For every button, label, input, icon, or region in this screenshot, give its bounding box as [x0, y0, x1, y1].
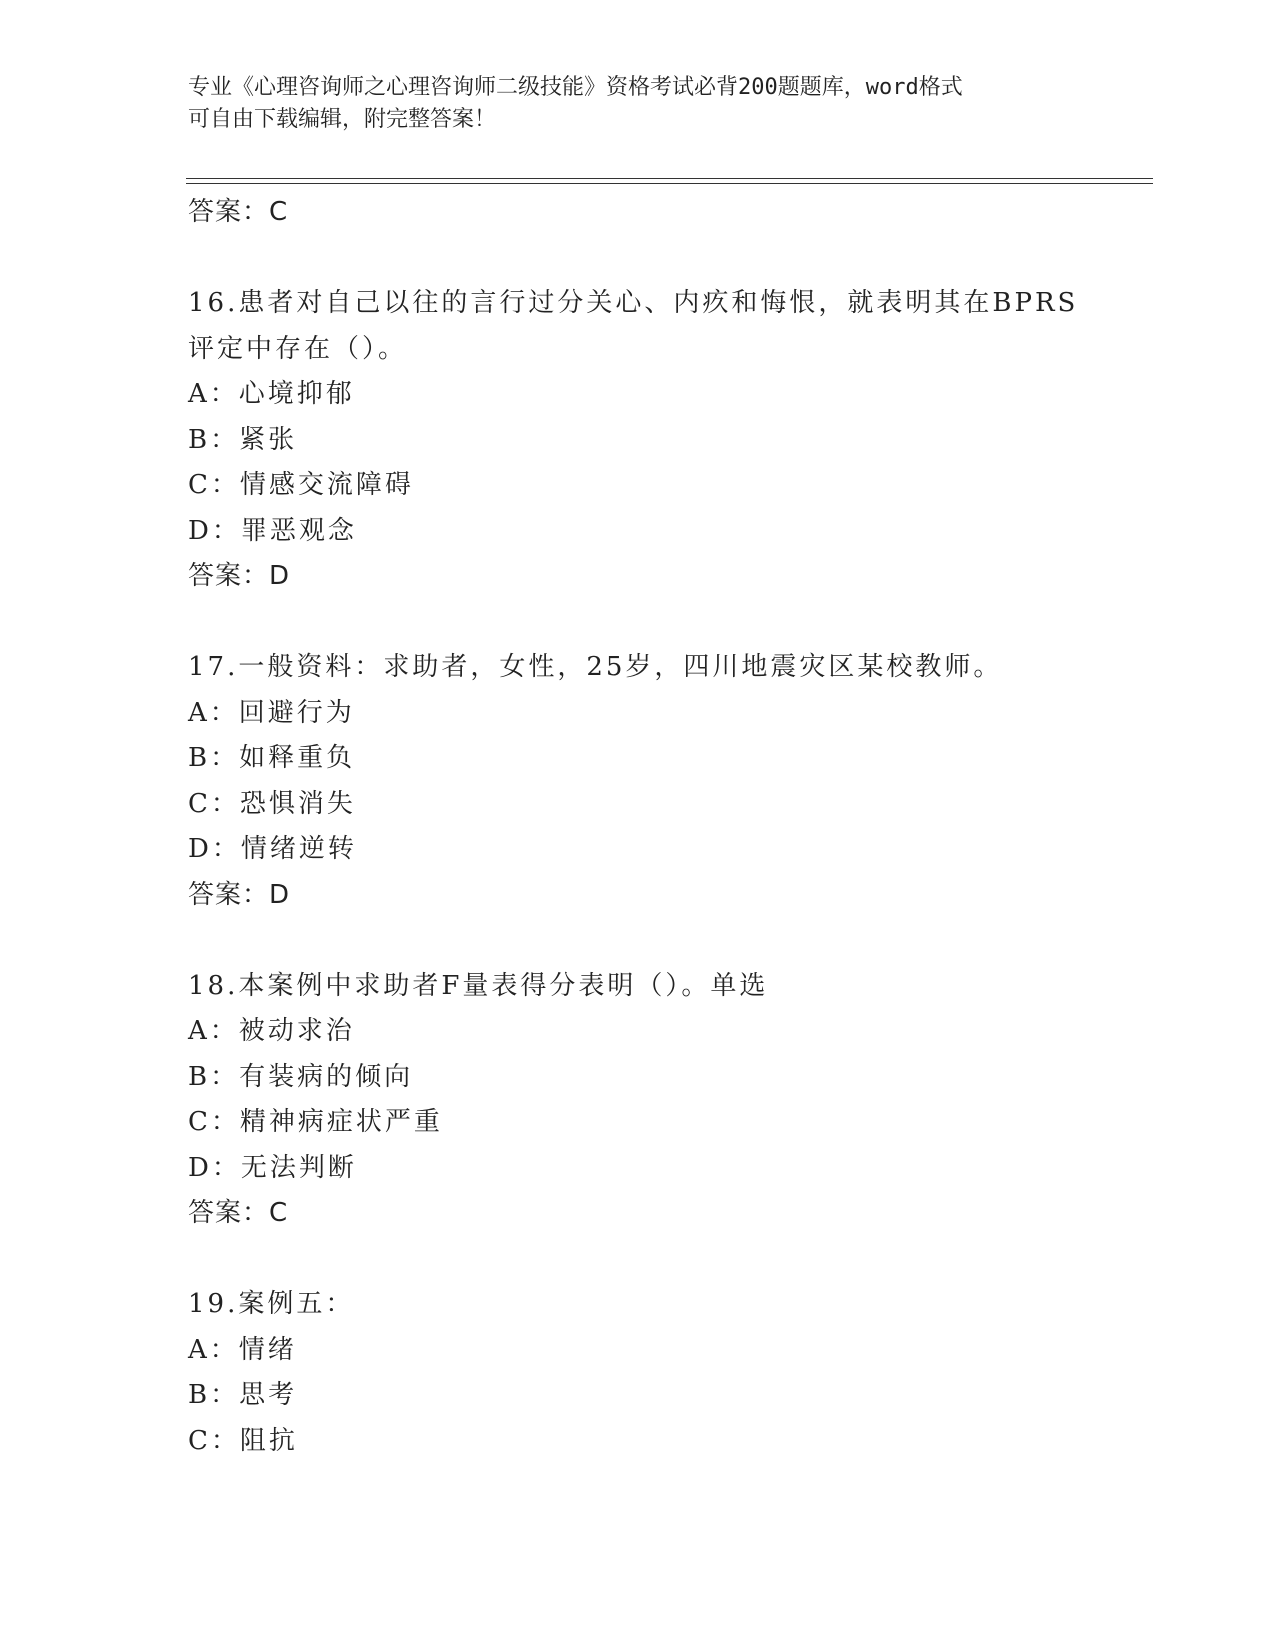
- option-c: C：恐惧消失: [188, 788, 356, 819]
- question-text: 18.本案例中求助者F量表得分表明（）。单选: [188, 970, 769, 1001]
- answer: 答案：D: [188, 879, 291, 910]
- question-19: [188, 1282, 1088, 1464]
- question-text: 评定中存在（）。: [188, 333, 408, 364]
- page-header: [188, 72, 1068, 136]
- option-c: C：阻抗: [188, 1425, 298, 1456]
- option-c: C：情感交流障碍: [188, 470, 414, 500]
- option-b: B：有装病的倾向: [188, 1061, 414, 1092]
- option-a: A：情绪: [188, 1334, 297, 1365]
- question-text: 16.患者对自己以往的言行过分关心、内疚和悔恨，就表明其在BPRS: [188, 288, 1079, 318]
- option-a: A：回避行为: [188, 697, 355, 728]
- option-d: D：罪恶观念: [188, 515, 357, 546]
- option-a: A：心境抑郁: [188, 379, 355, 409]
- answer: 答案：D: [188, 561, 291, 591]
- previous-answer: 答案：C: [188, 197, 289, 227]
- question-text: 17.一般资料：求助者，女性，25岁，四川地震灾区某校教师。: [188, 652, 1003, 682]
- option-b: B：思考: [188, 1380, 298, 1410]
- question-list: [188, 190, 1088, 1464]
- option-b: B：如释重负: [188, 743, 356, 773]
- question-text: 19.案例五：: [188, 1289, 355, 1319]
- question-16: [188, 281, 1088, 600]
- answer: 答案：C: [188, 1198, 289, 1228]
- header-line-2: 可自由下载编辑，附完整答案！: [188, 107, 497, 132]
- question-17: [188, 645, 1088, 918]
- option-a: A：被动求治: [188, 1016, 355, 1046]
- option-d: D：无法判断: [188, 1152, 357, 1183]
- header-line-1: 专业《心理咨询师之心理咨询师二级技能》资格考试必背200题题库，word格式: [188, 75, 963, 100]
- header-divider-bottom: [186, 183, 1153, 184]
- option-b: B：紧张: [188, 424, 298, 455]
- question-18: [188, 964, 1088, 1237]
- header-divider-top: [186, 178, 1153, 179]
- option-c: C：精神病症状严重: [188, 1107, 443, 1137]
- option-d: D：情绪逆转: [188, 834, 357, 864]
